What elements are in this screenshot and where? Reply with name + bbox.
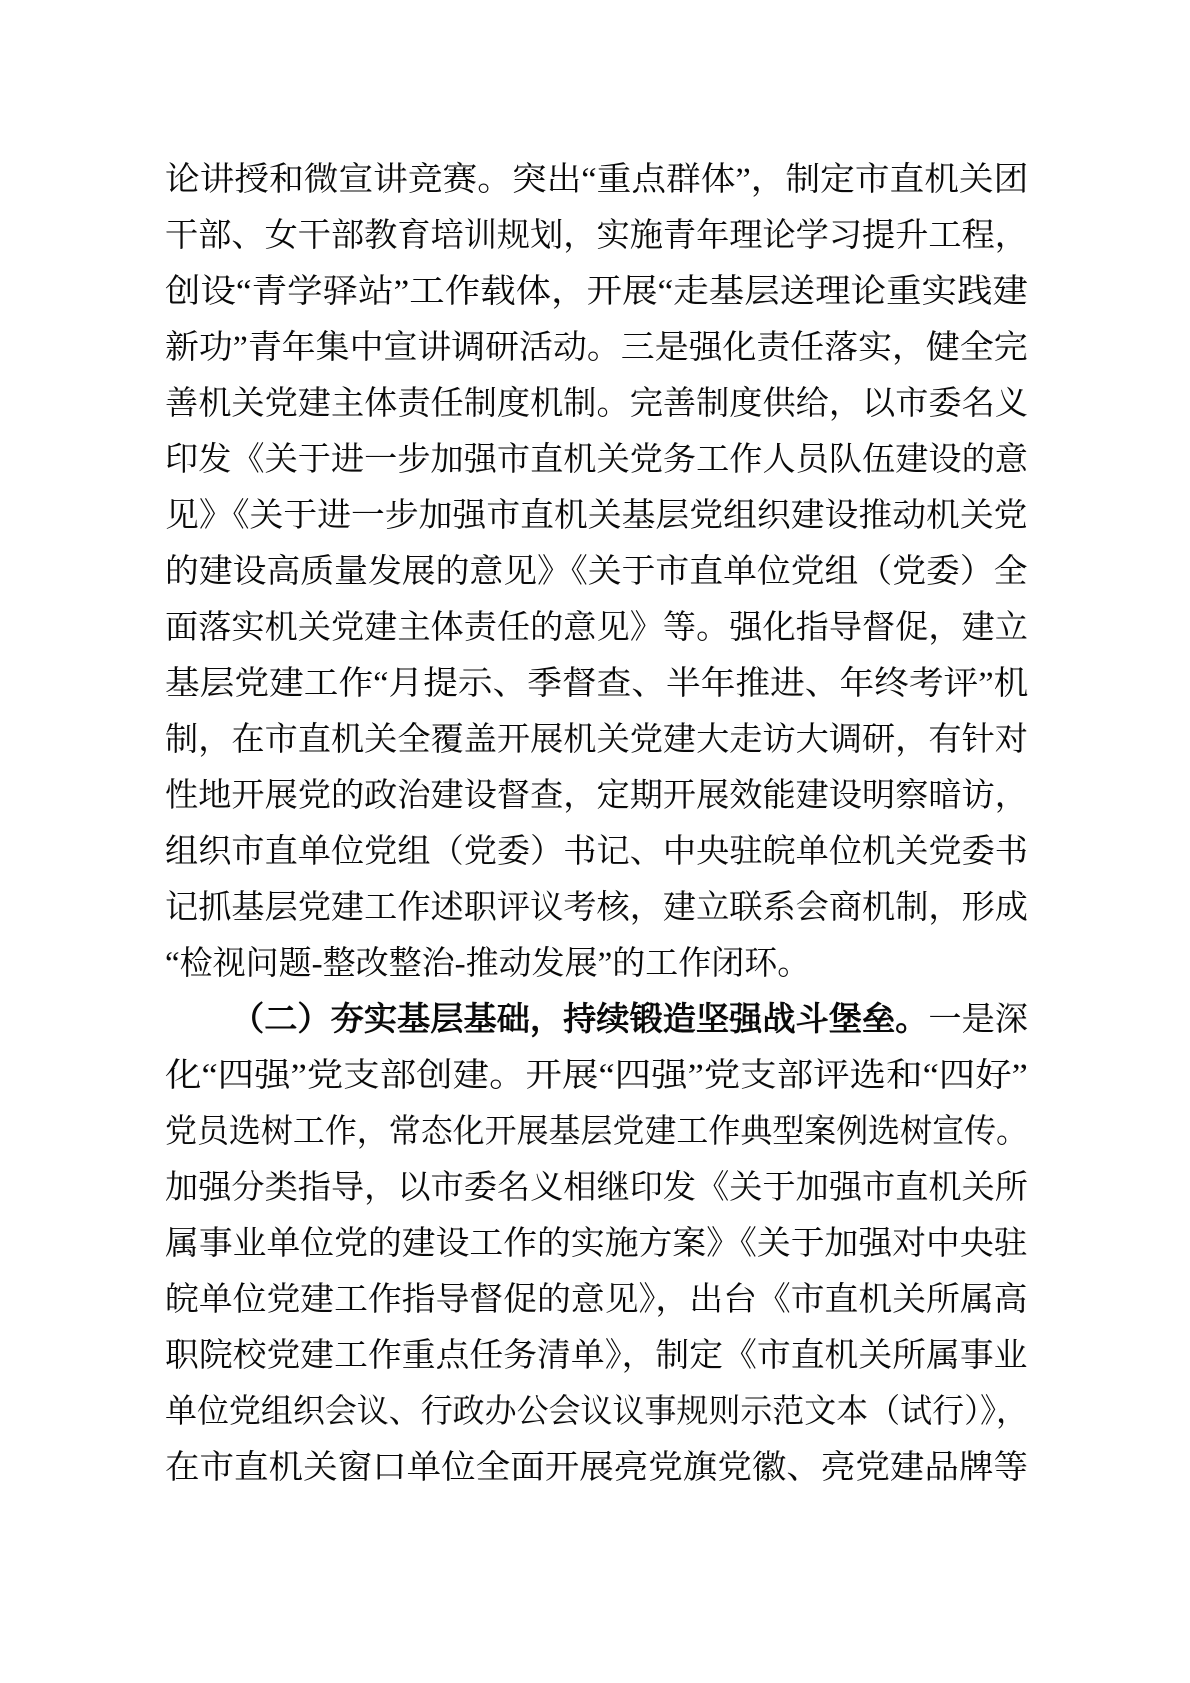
text-segment: 职院校党建工作重点任务清单》，制定《市直机关所属事业: [165, 1338, 1028, 1374]
text-segment: 皖单位党建工作指导督促的意见》，出台《市直机关所属高: [165, 1282, 1028, 1318]
text-segment: 一是深: [928, 1002, 1028, 1038]
text-segment: 印发《关于进一步加强市直机关党务工作人员队伍建设的意: [165, 442, 1028, 478]
text-line: [165, 1328, 1028, 1384]
text-line: [165, 1384, 1028, 1440]
text-line: [165, 488, 1028, 544]
text-segment: 属事业单位党的建设工作的实施方案》《关于加强对中央驻: [165, 1226, 1028, 1262]
text-line: [165, 1216, 1028, 1272]
text-line-content: [165, 208, 1028, 264]
text-line: [165, 376, 1028, 432]
text-line: [165, 936, 1028, 992]
text-segment: 记抓基层党建工作述职评议考核，建立联系会商机制，形成: [165, 890, 1028, 926]
text-line-content: [165, 264, 1028, 320]
bold-text-segment: （二）夯实基层基础，持续锻造坚强战斗堡垒。: [231, 1002, 929, 1038]
text-segment: “检视问题-整改整治-推动发展”的工作闭环。: [165, 946, 811, 982]
text-segment: 新功”青年集中宣讲调研活动。三是强化责任落实，健全完: [165, 330, 1028, 366]
text-line-content: [165, 1216, 1027, 1272]
text-line: [165, 208, 1028, 264]
text-line-content: [165, 320, 1028, 376]
text-line-content: [165, 1048, 1028, 1104]
text-line-content: [165, 1104, 1028, 1160]
text-line: [165, 1160, 1028, 1216]
text-segment: 的建设高质量发展的意见》《关于市直单位党组（党委）全: [165, 554, 1028, 590]
text-line-content: [165, 768, 1028, 824]
text-line: [165, 656, 1028, 712]
text-line-content: [165, 600, 1028, 656]
text-line: [165, 432, 1028, 488]
text-line-content: [165, 488, 1027, 544]
text-line-content: [165, 1384, 1028, 1440]
text-line-content: [165, 544, 1027, 600]
text-segment: 性地开展党的政治建设督查，定期开展效能建设明察暗访，: [165, 778, 1028, 814]
text-segment: 论讲授和微宣讲竞赛。突出“重点群体”，制定市直机关团: [165, 162, 1029, 198]
text-line-content: [165, 1440, 1028, 1496]
text-segment: 组织市直单位党组（党委）书记、中央驻皖单位机关党委书: [165, 834, 1028, 870]
text-segment: 化“四强”党支部创建。开展“四强”党支部评选和“四好”: [165, 1058, 1028, 1094]
text-line: [165, 1440, 1028, 1496]
text-line-content: [231, 992, 1028, 1048]
text-line-content: [165, 432, 1028, 488]
text-line: [165, 1104, 1028, 1160]
text-line: [165, 992, 1028, 1048]
paragraph-continuation: [165, 152, 1028, 992]
text-line-content: [165, 376, 1028, 432]
text-line: [165, 152, 1028, 208]
text-line: [165, 824, 1028, 880]
text-line-content: [165, 656, 1028, 712]
text-line-content: [165, 1160, 1028, 1216]
text-segment: 面落实机关党建主体责任的意见》等。强化指导督促，建立: [165, 610, 1028, 646]
text-segment: 在市直机关窗口单位全面开展亮党旗党徽、亮党建品牌等: [165, 1450, 1028, 1486]
text-line: [165, 880, 1028, 936]
text-segment: 见》《关于进一步加强市直机关基层党组织建设推动机关党: [165, 498, 1028, 534]
text-line: [165, 1048, 1028, 1104]
text-line: [165, 544, 1028, 600]
text-segment: 单位党组织会议、行政办公会议议事规则示范文本（试行）》，: [165, 1394, 1028, 1430]
text-segment: 制，在市直机关全覆盖开展机关党建大走访大调研，有针对: [165, 722, 1028, 758]
text-line-content: [165, 712, 1028, 768]
text-line-content: [165, 1272, 1027, 1328]
text-segment: 基层党建工作“月提示、季督查、半年推进、年终考评”机: [165, 666, 1029, 702]
text-line: [165, 768, 1028, 824]
paragraph-section-two: [165, 992, 1028, 1496]
text-line-content: [165, 936, 810, 992]
text-line-content: [165, 1328, 1027, 1384]
text-line: [165, 264, 1028, 320]
text-line-content: [165, 152, 1028, 208]
text-segment: 善机关党建主体责任制度机制。完善制度供给，以市委名义: [165, 386, 1028, 422]
text-segment: 加强分类指导，以市委名义相继印发《关于加强市直机关所: [165, 1170, 1028, 1206]
text-line: [165, 1272, 1028, 1328]
text-line-content: [165, 824, 1028, 880]
text-line: [165, 320, 1028, 376]
text-segment: 党员选树工作，常态化开展基层党建工作典型案例选树宣传。: [165, 1114, 1028, 1150]
text-line: [165, 600, 1028, 656]
text-segment: 干部、女干部教育培训规划，实施青年理论学习提升工程，: [165, 218, 1028, 254]
text-line-content: [165, 880, 1028, 936]
text-line: [165, 712, 1028, 768]
text-segment: 创设“青学驿站”工作载体，开展“走基层送理论重实践建: [165, 274, 1028, 310]
